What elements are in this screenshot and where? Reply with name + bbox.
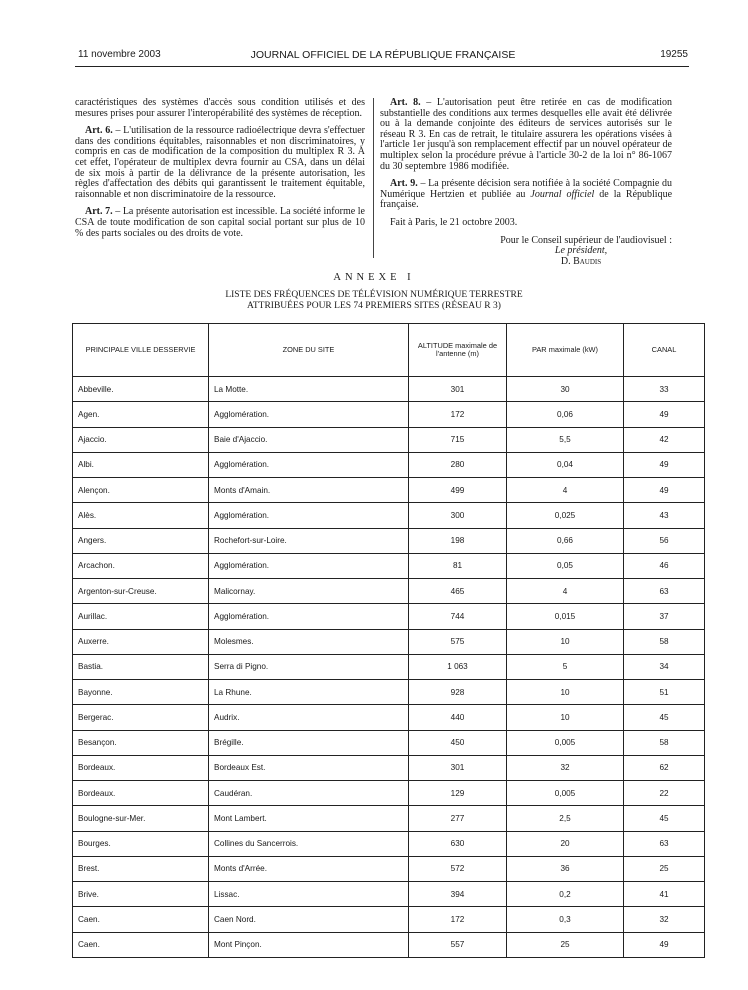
cell-altitude: 394 <box>409 882 507 907</box>
cell-zone: Agglomération. <box>209 402 409 427</box>
cell-par: 0,04 <box>507 452 624 477</box>
article-6-text: – L'utilisation de la ressource radioélectrique devra s'effectuer dans des conditions équitables, raisonnables et non discriminatoires, y compris en cas de modification de la composition du multiplex R 3. A cet effet, l'opérateur de multiplex devra fournir au CSA, dans un délai de six mois à partir de la délivrance de la présente autorisation, les règles d'affectation des débits qui garantissent le traitement équitable, raisonnable et non discriminatoire de la ressource. <box>75 125 365 200</box>
table-row <box>73 654 705 679</box>
cell-altitude: 572 <box>409 856 507 881</box>
cell-zone: La Motte. <box>209 377 409 402</box>
signature-name: D. Baudis <box>560 255 602 267</box>
table-row <box>73 907 705 932</box>
cell-par: 30 <box>507 377 624 402</box>
cell-zone: Rochefort-sur-Loire. <box>209 528 409 553</box>
cell-zone: Molesmes. <box>209 629 409 654</box>
table-row <box>73 579 705 604</box>
table-row <box>73 427 705 452</box>
cell-canal: 43 <box>624 503 705 528</box>
cell-zone: Monts d'Arrée. <box>209 856 409 881</box>
cell-canal: 34 <box>624 654 705 679</box>
table-row <box>73 604 705 629</box>
annex-subtitle-2: ATTRIBUÉES POUR LES 74 PREMIERS SITES (RÉSEAU R 3) <box>247 301 501 311</box>
cell-canal: 58 <box>624 730 705 755</box>
article-7 <box>75 207 365 239</box>
cell-par: 0,2 <box>507 882 624 907</box>
table-row <box>73 478 705 503</box>
cell-ville: Auxerre. <box>73 629 209 654</box>
article-9-text-b: de la République française. <box>380 188 673 211</box>
cell-par: 2,5 <box>507 806 624 831</box>
table-row <box>73 629 705 654</box>
article-9-text-a: – La présente décision sera notifiée à la société Compagnie du Numérique Hertzien et publiée au <box>380 178 673 200</box>
cell-par: 0,06 <box>507 402 624 427</box>
article-8 <box>380 98 672 172</box>
left-column <box>75 98 365 246</box>
cell-par: 36 <box>507 856 624 881</box>
cell-canal: 49 <box>624 402 705 427</box>
cell-ville: Argenton-sur-Creuse. <box>73 579 209 604</box>
cell-canal: 41 <box>624 882 705 907</box>
cell-canal: 63 <box>624 831 705 856</box>
cell-ville: Bordeaux. <box>73 781 209 806</box>
col-header-zone: ZONE DU SITE <box>209 324 409 377</box>
cell-canal: 32 <box>624 907 705 932</box>
cell-ville: Aurillac. <box>73 604 209 629</box>
cell-altitude: 744 <box>409 604 507 629</box>
cell-zone: Agglomération. <box>209 503 409 528</box>
cell-ville: Ajaccio. <box>73 427 209 452</box>
frequency-table <box>72 323 705 958</box>
cell-zone: Caudéran. <box>209 781 409 806</box>
cell-par: 0,66 <box>507 528 624 553</box>
cell-altitude: 499 <box>409 478 507 503</box>
table-row <box>73 831 705 856</box>
article-8-label: Art. 8. <box>390 97 421 108</box>
cell-par: 25 <box>507 932 624 957</box>
cell-canal: 51 <box>624 680 705 705</box>
cell-zone: Mont Pinçon. <box>209 932 409 957</box>
cell-canal: 22 <box>624 781 705 806</box>
cell-altitude: 450 <box>409 730 507 755</box>
right-column <box>380 98 672 267</box>
cell-par: 0,05 <box>507 553 624 578</box>
cell-altitude: 928 <box>409 680 507 705</box>
cell-par: 4 <box>507 579 624 604</box>
cell-ville: Bastia. <box>73 654 209 679</box>
cell-zone: Audrix. <box>209 705 409 730</box>
column-divider <box>373 98 374 258</box>
cell-altitude: 440 <box>409 705 507 730</box>
article-9-label: Art. 9. <box>390 178 418 190</box>
table-row <box>73 856 705 881</box>
cell-zone: Agglomération. <box>209 452 409 477</box>
cell-ville: Brest. <box>73 856 209 881</box>
cell-par: 10 <box>507 629 624 654</box>
cell-zone: Baie d'Ajaccio. <box>209 427 409 452</box>
cell-zone: La Rhune. <box>209 680 409 705</box>
table-row <box>73 882 705 907</box>
cell-altitude: 575 <box>409 629 507 654</box>
cell-altitude: 280 <box>409 452 507 477</box>
cell-altitude: 129 <box>409 781 507 806</box>
article-7-label: Art. 7. <box>85 206 113 218</box>
table-row <box>73 528 705 553</box>
cell-par: 4 <box>507 478 624 503</box>
col-header-altitude: ALTITUDE maximale de l'antenne (m) <box>409 324 507 377</box>
table-row <box>73 402 705 427</box>
table-body <box>73 377 705 958</box>
cell-ville: Arcachon. <box>73 553 209 578</box>
cell-par: 0,005 <box>507 730 624 755</box>
cell-zone: Collines du Sancerrois. <box>209 831 409 856</box>
cell-canal: 56 <box>624 528 705 553</box>
cell-zone: Lissac. <box>209 882 409 907</box>
article-7-text: – La présente autorisation est incessible. La société informe le CSA de toute modification de son capital social portant sur plus de 10 % des parts sociales ou des droits de vote. <box>75 206 365 239</box>
cell-ville: Angers. <box>73 528 209 553</box>
cell-canal: 46 <box>624 553 705 578</box>
journal-officiel-italic: Journal officiel <box>530 188 595 200</box>
cell-ville: Bourges. <box>73 831 209 856</box>
col-header-par: PAR maximale (kW) <box>507 324 624 377</box>
cell-altitude: 172 <box>409 402 507 427</box>
cell-par: 0,3 <box>507 907 624 932</box>
cell-par: 0,025 <box>507 503 624 528</box>
article-6 <box>75 126 365 200</box>
cell-par: 32 <box>507 755 624 780</box>
cell-ville: Agen. <box>73 402 209 427</box>
article-8-text: – L'autorisation peut être retirée en cas de modification substantielle des conditions aux termes desquelles elle avait été délivrée ou à la demande conjointe des éditeurs de services autorisés sur le réseau R 3. En cas de retrait, le titulaire assurera les opérations visées à l'article 1er jusqu'à son remplacement effectif par un nouvel opérateur de multiplex selon la procédure prévue à l'article 30-2 de la loi n° 86-1067 du 30 septembre 1986 modifiée. <box>380 97 672 172</box>
cell-altitude: 301 <box>409 377 507 402</box>
signature-line-1: Pour le Conseil supérieur de l'audiovisuel : <box>500 234 672 246</box>
signature-line-2: Le président, <box>554 245 608 257</box>
cell-ville: Albi. <box>73 452 209 477</box>
cell-ville: Caen. <box>73 907 209 932</box>
table-row <box>73 781 705 806</box>
cell-canal: 42 <box>624 427 705 452</box>
table-row <box>73 705 705 730</box>
table-row <box>73 680 705 705</box>
header-date: 11 novembre 2003 <box>78 49 161 60</box>
cell-altitude: 301 <box>409 755 507 780</box>
cell-altitude: 465 <box>409 579 507 604</box>
page-header <box>78 49 688 65</box>
col-header-canal: CANAL <box>624 324 705 377</box>
cell-canal: 58 <box>624 629 705 654</box>
header-page-number: 19255 <box>660 49 688 60</box>
table-header-row <box>73 324 705 377</box>
cell-canal: 25 <box>624 856 705 881</box>
cell-zone: Serra di Pigno. <box>209 654 409 679</box>
cell-zone: Mont Lambert. <box>209 806 409 831</box>
cell-zone: Caen Nord. <box>209 907 409 932</box>
header-title: JOURNAL OFFICIEL DE LA RÉPUBLIQUE FRANÇAISE <box>250 49 516 61</box>
annex-title: ANNEXE I <box>333 272 415 283</box>
table-row <box>73 932 705 957</box>
cell-ville: Boulogne-sur-Mer. <box>73 806 209 831</box>
cell-ville: Alès. <box>73 503 209 528</box>
table-row <box>73 553 705 578</box>
cell-ville: Brive. <box>73 882 209 907</box>
cell-par: 10 <box>507 705 624 730</box>
cell-ville: Caen. <box>73 932 209 957</box>
cell-zone: Malicornay. <box>209 579 409 604</box>
paragraph-intro: caractéristiques des systèmes d'accès sous condition utilisés et des mesures prises pour assurer l'interopérabilité des systèmes de réception. <box>75 97 365 119</box>
article-9 <box>380 179 672 211</box>
header-rule <box>75 66 689 67</box>
cell-altitude: 557 <box>409 932 507 957</box>
table-row <box>73 377 705 402</box>
table-row <box>73 806 705 831</box>
cell-canal: 62 <box>624 755 705 780</box>
cell-altitude: 172 <box>409 907 507 932</box>
cell-par: 5,5 <box>507 427 624 452</box>
col-header-ville: PRINCIPALE VILLE DESSERVIE <box>73 324 209 377</box>
table-row <box>73 503 705 528</box>
cell-par: 0,005 <box>507 781 624 806</box>
cell-altitude: 81 <box>409 553 507 578</box>
cell-ville: Bordeaux. <box>73 755 209 780</box>
cell-altitude: 198 <box>409 528 507 553</box>
cell-zone: Agglomération. <box>209 604 409 629</box>
table-row <box>73 755 705 780</box>
cell-canal: 45 <box>624 705 705 730</box>
cell-ville: Bergerac. <box>73 705 209 730</box>
cell-par: 20 <box>507 831 624 856</box>
cell-ville: Besançon. <box>73 730 209 755</box>
cell-canal: 49 <box>624 478 705 503</box>
cell-canal: 37 <box>624 604 705 629</box>
cell-zone: Agglomération. <box>209 553 409 578</box>
cell-par: 5 <box>507 654 624 679</box>
cell-canal: 49 <box>624 452 705 477</box>
article-6-label: Art. 6. <box>85 125 113 137</box>
cell-canal: 33 <box>624 377 705 402</box>
cell-canal: 45 <box>624 806 705 831</box>
cell-par: 10 <box>507 680 624 705</box>
cell-altitude: 715 <box>409 427 507 452</box>
cell-zone: Bordeaux Est. <box>209 755 409 780</box>
cell-altitude: 630 <box>409 831 507 856</box>
cell-ville: Bayonne. <box>73 680 209 705</box>
cell-canal: 63 <box>624 579 705 604</box>
cell-zone: Monts d'Amain. <box>209 478 409 503</box>
cell-ville: Abbeville. <box>73 377 209 402</box>
table-row <box>73 452 705 477</box>
cell-altitude: 300 <box>409 503 507 528</box>
cell-altitude: 1 063 <box>409 654 507 679</box>
annex-subtitle-1: LISTE DES FRÉQUENCES DE TÉLÉVISION NUMÉRIQUE TERRESTRE <box>225 290 523 300</box>
cell-par: 0,015 <box>507 604 624 629</box>
cell-altitude: 277 <box>409 806 507 831</box>
cell-canal: 49 <box>624 932 705 957</box>
table-row <box>73 730 705 755</box>
cell-zone: Brégille. <box>209 730 409 755</box>
cell-ville: Alençon. <box>73 478 209 503</box>
fait-a-paris: Fait à Paris, le 21 octobre 2003. <box>390 216 518 228</box>
